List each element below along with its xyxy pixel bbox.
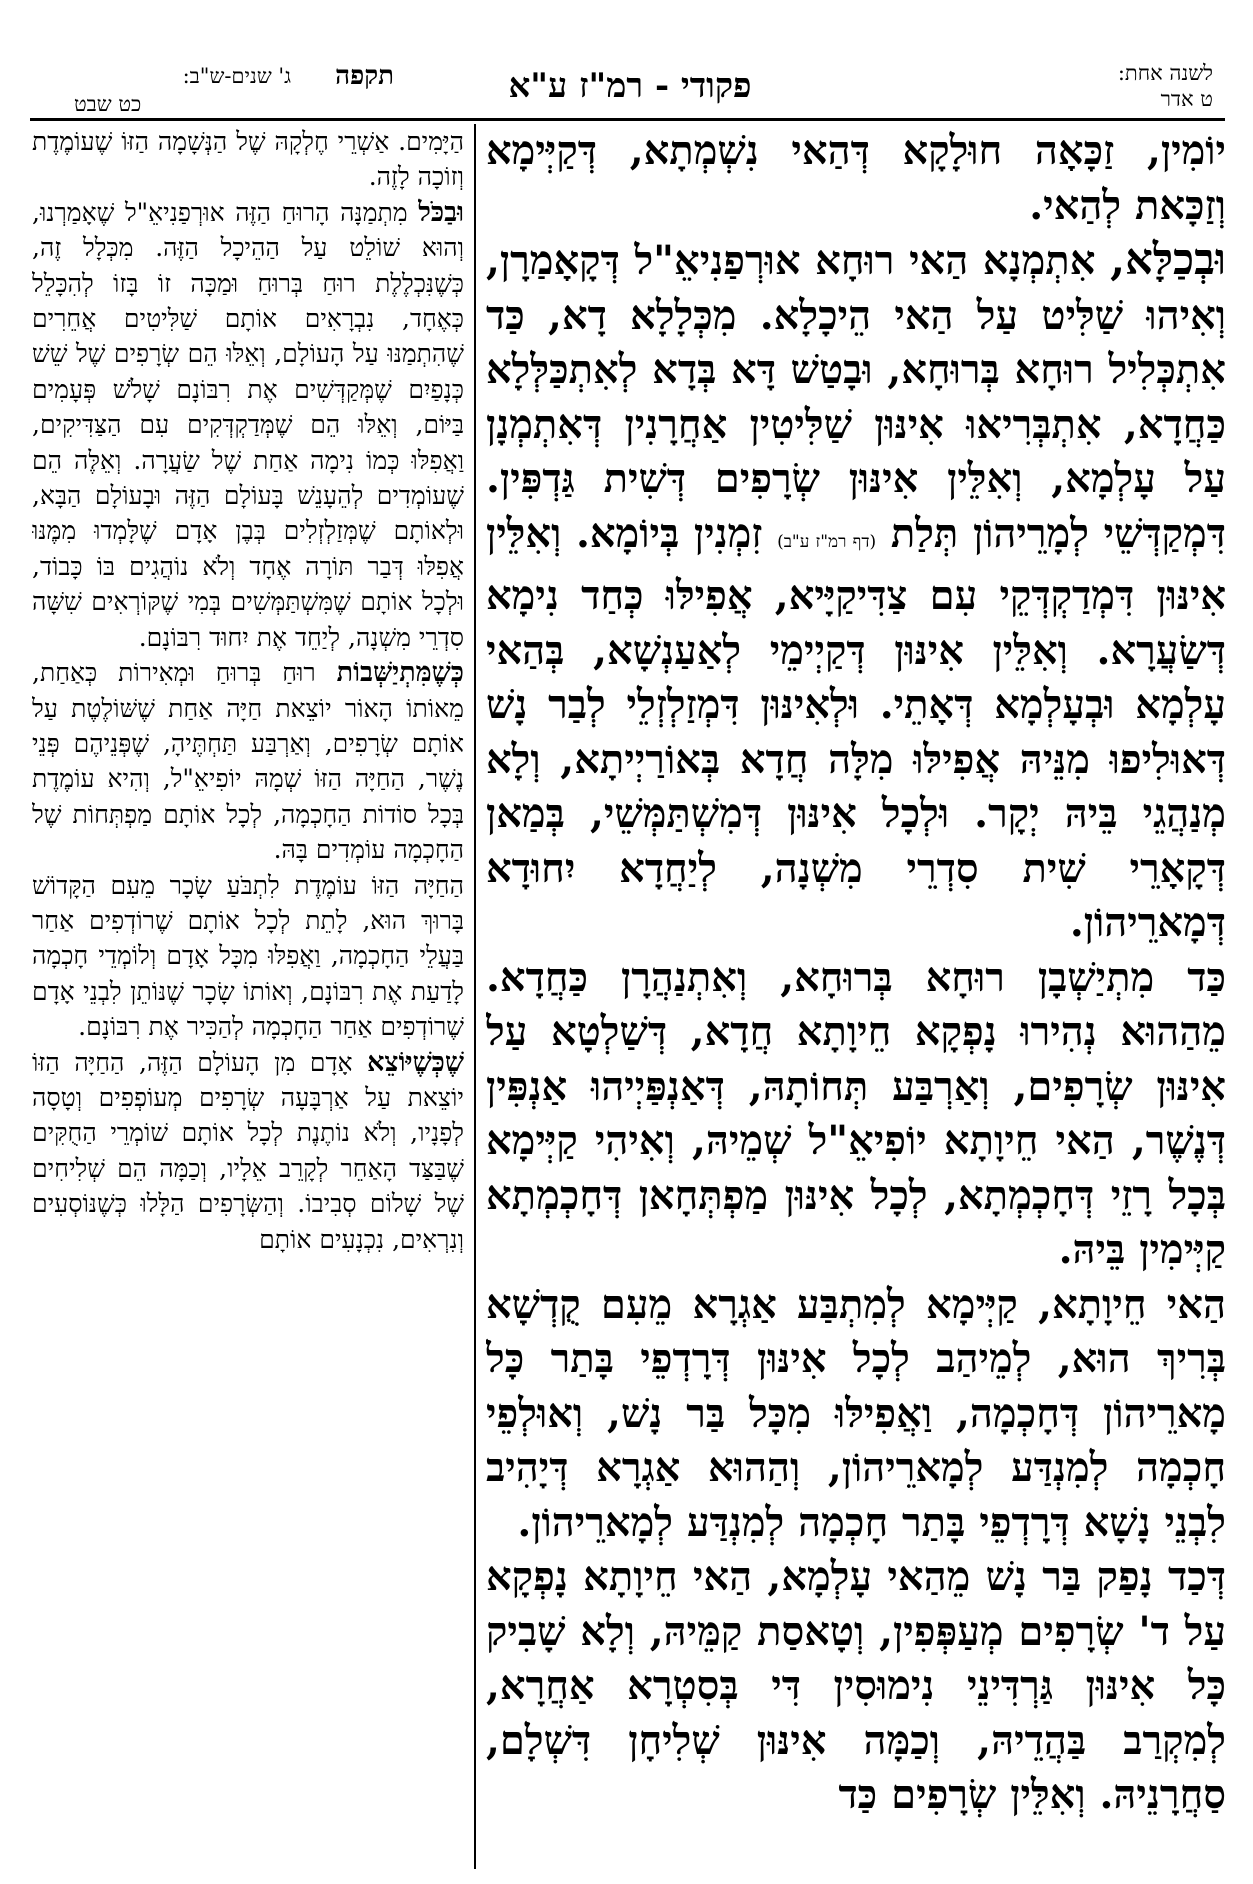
paragraph-text: רוּחַ בְּרוּחַ וּמְאִירוֹת כְּאַחַת, מֵאוֹתוֹ הָאוֹר יוֹצֵאת חַיָּה אַחַת שֶׁשּׁוֹלֶטֶת עַל אוֹתָם שְׂרָפִים, וְאַרְבַּע תַּחְתֶּיהָ, שֶׁפְּנֵיהֶם פְּנֵי נֶשֶׁר, הַחַיָּה הַזּוֹ שְׁמָהּ יוֹפִיאֵ"ל, וְהִיא עוֹמֶדֶת בְּכָל סוֹדוֹת הַחָכְמָה, לְכָל אוֹתָם מַפְתְּחוֹת שֶׁל הַחָכְמָה עוֹמְדִים בָּהּ. xyxy=(32,658,464,865)
paragraph-text: יוֹמִין, זַכָּאָה חוּלָקָא דְּהַאי נִשְׁמְתָא, דְּקַיְּימָא וְזַכָּאת לְהַאי. xyxy=(486,127,1226,229)
header-hebrew-date: ט אדר xyxy=(1160,87,1213,111)
paragraph xyxy=(486,1278,1226,1551)
paragraph xyxy=(32,195,464,655)
paragraph xyxy=(486,951,1226,1278)
paragraph xyxy=(486,233,1226,951)
column-divider xyxy=(474,124,476,1869)
paragraph-text: דְּכַד נָפַק בַּר נָשׁ מֵהַאי עָלְמָא, הַאי חֵיוָתָא נָפְקָא עַל ד' שְׂרָפִים מְעַפְּפִין, וְטָאסַת קַמֵּיהּ, וְלָא שָׁבִיק כָּל אִינּוּן גַּרְדִּינֵי נִימוּסִין דִּי בְּסִטְרָא אַחֲרָא, לְמִקְרַב בַּהֲדֵיהּ, וְכַמָּה אִינּוּן שְׁלִיחָן דִּשְׁלָם, סַחֲרָנֵיהּ. וְאִלֵּין שְׂרָפִים כַּד xyxy=(486,1553,1226,1818)
header-year-label: לשנה אחת: xyxy=(1117,61,1213,85)
paragraph xyxy=(486,124,1226,233)
paragraph-opener: וּבְכַלָּא, xyxy=(1110,234,1226,285)
paragraph-opener: וּבַכֹּל xyxy=(418,196,464,228)
header-cycle-label: תקפה xyxy=(335,61,394,91)
paragraph-opener: כְּשֶׁמִּתְיַשְּׁבוֹת xyxy=(336,657,464,689)
paragraph-opener: שֶׁכְּשֶׁיּוֹצֵא xyxy=(367,1046,464,1078)
translation-column xyxy=(32,124,464,1864)
paragraph-text: הַיָּמִים. אַשְׁרֵי חֶלְקָהּ שֶׁל הַנְּשָׁמָה הַזּוֹ שֶׁעוֹמֶדֶת וְזוֹכָה לָזֶה. xyxy=(32,127,464,192)
paragraph-text: אָדָם מִן הָעוֹלָם הַזֶּה, הַחַיָּה הַזּוֹ יוֹצֵאת עַל אַרְבָּעָה שְׂרָפִים מְעוֹפְפִים וְטָסָה לְפָנָיו, וְלֹא נוֹתֶנֶת לְכָל אוֹתָם שׁוֹמְרֵי הַחֻקִּים שֶׁבַּצַּד הָאַחֵר לְקָרֵב אֵלָיו, וְכַמָּה הֵם שְׁלִיחִים שֶׁל שָׁלוֹם סְבִיבוֹ. וְהַשְּׂרָפִים הַלָּלוּ כְּשֶׁנּוֹסְעִים וְנִרְאִים, נִכְנָעִים אוֹתָם xyxy=(32,1047,464,1254)
header-year-date xyxy=(1023,60,1213,116)
paragraph xyxy=(32,124,464,195)
header-cycle xyxy=(34,60,394,116)
daf-reference: (דף רמ"ז ע"ב) xyxy=(777,531,877,552)
header-cycle-date: כט שבט xyxy=(74,92,142,116)
paragraph xyxy=(486,1550,1226,1823)
main-text-column xyxy=(486,124,1226,1864)
paragraph xyxy=(32,1045,464,1257)
header-divider xyxy=(30,118,1225,121)
paragraph xyxy=(32,655,464,867)
paragraph-text: כַּד מִתְיַשְׁבָן רוּחָא בְּרוּחָא, וְאִתְנַהֲרָן כַּחֲדָא. מֵהַהוּא נְהִירוּ נָפְקָא חֵיוָתָא חֲדָא, דְּשַׁלְטָא עַל אִינּוּן שְׂרָפִים, וְאַרְבַּע תְּחוֹתָהּ, דְּאַנְפַּיְיהוּ אַנְפִּין דְּנֶשֶׁר, הַאי חֵיוָתָא יוֹפִיאֵ"ל שְׁמֵיהּ, וְאִיהִי קַיְּימָא בְּכָל רָזֵי דְּחָכְמְתָא, לְכָל אִינּוּן מַפְתְּחָאן דְּחָכְמְתָא קַיְּימִין בֵּיהּ. xyxy=(486,953,1226,1273)
paragraph xyxy=(32,868,464,1045)
paragraph-text: הַחַיָּה הַזּוֹ עוֹמֶדֶת לִתְבֹּעַ שָׂכָר מֵעִם הַקָּדוֹשׁ בָּרוּךְ הוּא, לָתֵת לְכָל אוֹתָם שֶׁרוֹדְפִים אַחַר בַּעֲלֵי הַחָכְמָה, וַאֲפִלּוּ מִכָּל אָדָם וְלוֹמְדֵי חָכְמָה לָדַעַת אֶת רִבּוֹנָם, וְאוֹתוֹ שָׂכָר שֶׁנּוֹתֵן לִבְנֵי אָדָם שֶׁרוֹדְפִים אַחַר הַחָכְמָה לְהַכִּיר אֶת רִבּוֹנָם. xyxy=(32,870,464,1042)
header-cycle-years: ג' שנים-ש"ב: xyxy=(182,64,292,88)
page-title: פקודי - רמ"ז ע"א xyxy=(508,66,752,106)
paragraph-text: מִתְמַנָּה הָרוּחַ הַזֶּה אוּרְפַנִיאֵ"ל שֶׁאָמַרְנוּ, וְהוּא שׁוֹלֵט עַל הַהֵיכָל הַזֶּה. מִכְּלָל זֶה, כְּשֶׁנִּכְלֶלֶת רוּחַ בְּרוּחַ וּמַכָּה זוֹ בָּזוֹ לְהִכָּלֵל כְּאֶחָד, נִבְרָאִים אוֹתָם שַׁלִּיטִים אֲחֵרִים שֶׁהִתְמַנּוּ עַל הָעוֹלָם, וְאֵלּוּ הֵם שְׂרָפִים שֶׁל שֵׁשׁ כְּנָפַיִם שֶׁמְּקַדְּשִׁים אֶת רִבּוֹנָם שָׁלֹשׁ פְּעָמִים בַּיּוֹם, וְאֵלּוּ הֵם שֶׁמְּדַקְדְּקִים עִם הַצַּדִּיקִים, וַאֲפִלּוּ כְּמוֹ נִימָה אַחַת שֶׁל שַׂעֲרָה. וְאֵלֶּה הֵם שֶׁעוֹמְדִים לְהֵעָנֵשׁ בָּעוֹלָם הַזֶּה וּבָעוֹלָם הַבָּא, וּלְאוֹתָם שֶׁמְּזַלְזְלִים בְּבֶן אָדָם שֶׁלָּמְדוּ מִמֶּנּוּ אֲפִלּוּ דְּבַר תּוֹרָה אֶחָד וְלֹא נוֹהֲגִים בּוֹ כָּבוֹד, וּלְכָל אוֹתָם שֶׁמִּשְׁתַּמְּשִׁים בְּמִי שֶׁקּוֹרְאִים שִׁשָּׁה סִדְרֵי מִשְׁנָה, לְיַחֵד אֶת יִחוּד רִבּוֹנָם. xyxy=(32,197,464,652)
paragraph-text: הַאי חֵיוָתָא, קַיְּימָא לְמִתְבַּע אַגְרָא מֵעִם קֻדְשָׁא בְּרִיךְ הוּא, לְמֵיהַב לְכָל אִינּוּן דְּרָדְפֵי בָּתַר כָּל מָארֵיהוֹן דְּחָכְמָה, וַאֲפִילּוּ מִכָּל בַּר נָשׁ, וְאוּלְפֵי חָכְמָה לְמִנְדַּע לְמָארֵיהוֹן, וְהַהוּא אַגְרָא דְּיָהִיב לִבְנֵי נָשָׁא דְּרָדְפֵי בָּתַר חָכְמָה לְמִנְדַּע לְמָארֵיהוֹן. xyxy=(486,1280,1226,1546)
paragraph-text: אִתְמְנָא הַאי רוּחָא אוּרְפַנִיאֵ"ל דְּקָאָמַרָן, וְאִיהוּ שַׁלִּיט עַל הַאי הֵיכָלָא. מִכְּלָלָא דָא, כַּד אִתְכְּלִיל רוּחָא בְּרוּחָא, וּבָטַשׁ דָּא בְּדָא לְאִתְכַּלְּלָא כַּחֲדָא, אִתְבְּרִיאוּ אִינּוּן שַׁלִּיטִין אַחֲרָנִין דְּאִתְמְנָן עַל עָלְמָא, וְאִלֵּין אִינּוּן שְׂרָפִים דְּשִׁית גַּדְפִּין. דִּמְקַדְּשֵׁי לְמָרֵיהוֹן תְּלַת xyxy=(486,237,1226,557)
paragraph-text: זִמְנִין בְּיוֹמָא. וְאִלֵּין אִינּוּן דִּמְדַקְדְּקֵי עִם צַדִּיקַיָּיא, אֲפִילּוּ כְּחַד נִימָא דְּשַׂעֲרָא. וְאִלֵּין אִינּוּן דְּקַיְימֵי לְאַעַנְשָׁא, בְּהַאי עָלְמָא וּבְעָלְמָא דְּאָתֵי. וּלְאִינּוּן דִּמְזַלְזְלֵי לְבַר נָשׁ דְּאוּלִיפוּ מִנֵּיהּ אֲפִילּוּ מִלָּה חֲדָא בְּאוֹרַיְיתָא, וְלָא מְנַהֲגֵי בֵּיהּ יְקָר. וּלְכָל אִינּוּן דְּמִשְׁתַּמְּשֵׁי, בְּמַאן דְּקָאָרֵי שִׁית סִדְרֵי מִשְׁנָה, לְיַחֲדָא יִחוּדָא דְּמָארֵיהוֹן. xyxy=(486,509,1226,946)
